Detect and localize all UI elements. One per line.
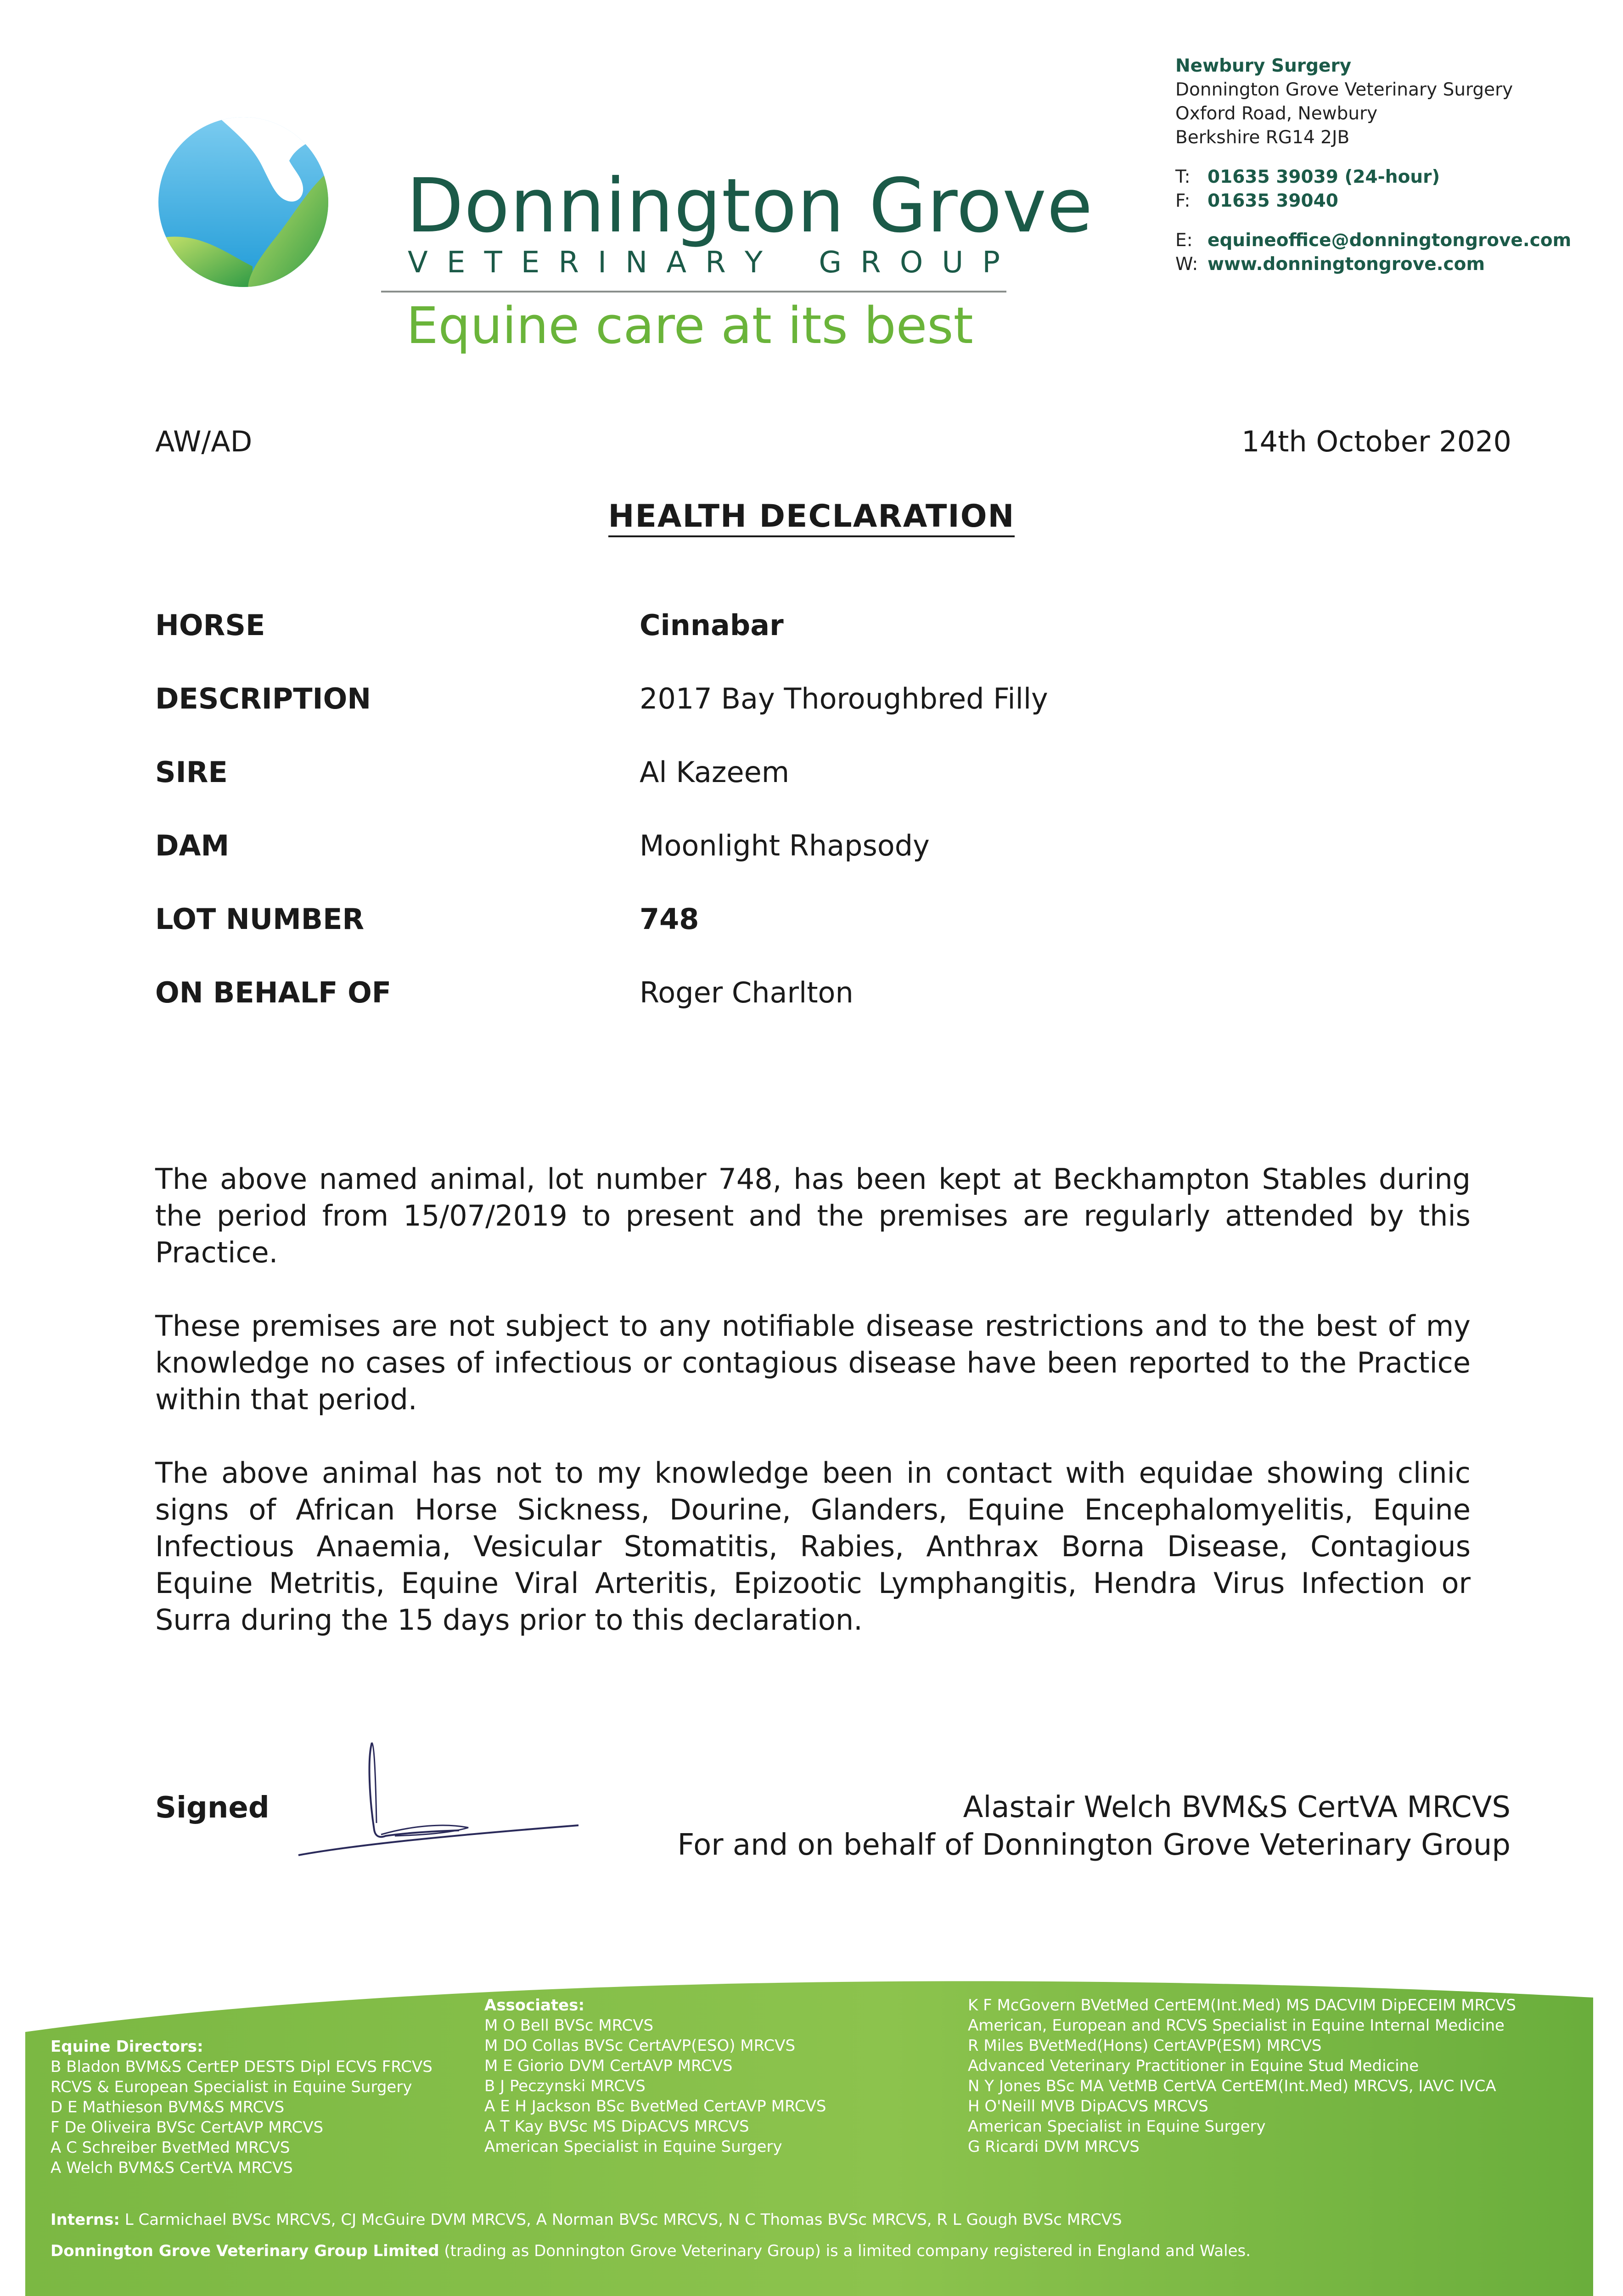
detail-label: SIRE — [155, 755, 228, 789]
detail-row-sire — [155, 755, 1048, 829]
logo-horse-icon — [156, 115, 331, 289]
email-link[interactable]: equineoffice@donningtongrove.com — [1207, 230, 1572, 251]
tel-label: T: — [1175, 167, 1191, 187]
detail-row-horse — [155, 608, 1048, 682]
address-line: Donnington Grove Veterinary Surgery — [1175, 79, 1513, 100]
detail-label: DESCRIPTION — [155, 682, 371, 715]
associate-line: American Specialist in Equine Surgery — [968, 2117, 1266, 2136]
detail-label: LOT NUMBER — [155, 902, 365, 936]
detail-label: DAM — [155, 829, 230, 862]
detail-row-description — [155, 682, 1048, 755]
website-link[interactable]: www.donningtongrove.com — [1207, 254, 1485, 275]
signer-name: Alastair Welch BVM&S CertVA MRCVS — [963, 1790, 1511, 1824]
reference: AW/AD — [155, 425, 253, 458]
directors-heading: Equine Directors: — [51, 2037, 203, 2056]
signed-label: Signed — [155, 1791, 270, 1825]
company-name: Donnington Grove Veterinary Group Limited — [51, 2242, 439, 2260]
detail-value: Roger Charlton — [640, 976, 854, 1009]
company-line — [51, 2241, 1251, 2261]
director-line: A Welch BVM&S CertVA MRCVS — [51, 2159, 293, 2177]
director-line: RCVS & European Specialist in Equine Surgery — [51, 2078, 412, 2096]
company-registration: (trading as Donnington Grove Veterinary Group) is a limited company registered in England and Wales. — [439, 2242, 1251, 2260]
associate-line: M O Bell BVSc MRCVS — [484, 2016, 654, 2035]
fax-label: F: — [1175, 191, 1191, 211]
detail-value: Moonlight Rhapsody — [640, 829, 930, 862]
paragraph: The above named animal, lot number 748, has been kept at Beckhampton Stables during the period from 15/07/2019 to present and the premises are regularly attended by this Practice. — [155, 1162, 1471, 1269]
address-line: Oxford Road, Newbury — [1175, 103, 1378, 124]
associate-line: B J Peczynski MRCVS — [484, 2077, 646, 2095]
associate-line: Advanced Veterinary Practitioner in Equine Stud Medicine — [968, 2057, 1419, 2075]
brand-tagline: Equine care at its best — [406, 296, 973, 355]
detail-label: HORSE — [155, 608, 265, 642]
associate-line: N Y Jones BSc MA VetMB CertVA CertEM(Int.Med) MRCVS, IAVC IVCA — [968, 2077, 1496, 2095]
address-line: Berkshire RG14 2JB — [1175, 127, 1350, 148]
associate-line: K F McGovern BVetMed CertEM(Int.Med) MS DACVIM DipECEIM MRCVS — [968, 1996, 1516, 2015]
director-line: D E Mathieson BVM&S MRCVS — [51, 2098, 285, 2116]
contact-block — [1175, 54, 1602, 276]
associate-line: H O'Neill MVB DipACVS MRCVS — [968, 2097, 1208, 2116]
brand-divider — [381, 291, 1006, 293]
email-label: E: — [1175, 230, 1193, 251]
detail-row-on-behalf-of — [155, 976, 1048, 1049]
associates-list-2 — [968, 1995, 1516, 2157]
detail-row-lot-number — [155, 902, 1048, 976]
detail-row-dam — [155, 829, 1048, 902]
directors-list — [51, 2037, 432, 2178]
associate-line: American Specialist in Equine Surgery — [484, 2138, 782, 2156]
letter-date: 14th October 2020 — [1241, 425, 1511, 458]
detail-label: ON BEHALF OF — [155, 976, 392, 1009]
interns-list: L Carmichael BVSc MRCVS, CJ McGuire DVM MRCVS, A Norman BVSc MRCVS, N C Thomas BVSc MRCVS, R L Gough BVSc MRCVS — [124, 2211, 1122, 2229]
associate-line: G Ricardi DVM MRCVS — [968, 2138, 1140, 2156]
declaration-body — [155, 1161, 1471, 1675]
horse-details — [155, 608, 1048, 1049]
web-label: W: — [1175, 254, 1198, 275]
director-line: A C Schreiber BvetMed MRCVS — [51, 2138, 290, 2157]
office-name: Newbury Surgery — [1175, 56, 1352, 76]
associate-line: American, European and RCVS Specialist in Equine Internal Medicine — [968, 2016, 1505, 2035]
associate-line: R Miles BVetMed(Hons) CertAVP(ESM) MRCVS — [968, 2037, 1322, 2055]
paragraph: The above animal has not to my knowledge been in contact with equidae showing clinic signs of African Horse Sickness, Dourine, Glanders, Equine Encephalomyelitis, Equine Infectious Anaemia, Vesicular Stomatitis, Rabies, Anthrax Borna Disease, Contagious Equine Metritis, Equine Viral Arteritis, Epizootic Lymphangitis, Hendra Virus Infection or Surra during the 15 days prior to this declaration. — [155, 1456, 1471, 1637]
signature-image — [294, 1731, 588, 1864]
fax-number: 01635 39040 — [1207, 191, 1338, 211]
director-line: B Bladon BVM&S CertEP DESTS Dipl ECVS FRCVS — [51, 2058, 432, 2076]
document-title — [0, 498, 1623, 535]
document-title-text: HEALTH DECLARATION — [608, 498, 1015, 537]
associate-line: M DO Collas BVSc CertAVP(ESO) MRCVS — [484, 2037, 796, 2055]
paragraph: These premises are not subject to any notifiable disease restrictions and to the best of my knowledge no cases of infectious or contagious disease have been reported to the Practice within that period. — [155, 1309, 1471, 1416]
director-line: F De Oliveira BVSc CertAVP MRCVS — [51, 2118, 324, 2137]
tel-number: 01635 39039 (24-hour) — [1207, 167, 1440, 187]
brand-subtitle: V E T E R I N A R Y G R O U P — [408, 246, 1000, 280]
signer-on-behalf: For and on behalf of Donnington Grove Veterinary Group — [677, 1828, 1511, 1862]
associate-line: A T Kay BVSc MS DipACVS MRCVS — [484, 2117, 749, 2136]
detail-value: 2017 Bay Thoroughbred Filly — [640, 682, 1048, 715]
associates-list — [484, 1995, 826, 2157]
interns-heading: Interns: — [51, 2211, 120, 2229]
associate-line: A E H Jackson BSc BvetMed CertAVP MRCVS — [484, 2097, 826, 2116]
signer-block — [678, 1789, 1511, 1864]
associates-heading: Associates: — [484, 1996, 585, 2015]
detail-value: 748 — [640, 902, 699, 936]
detail-value: Al Kazeem — [640, 755, 790, 789]
brand-name: Donnington Grove — [406, 163, 1093, 249]
interns-line — [51, 2210, 1122, 2230]
associate-line: M E Giorio DVM CertAVP MRCVS — [484, 2057, 733, 2075]
detail-value: Cinnabar — [640, 608, 784, 642]
